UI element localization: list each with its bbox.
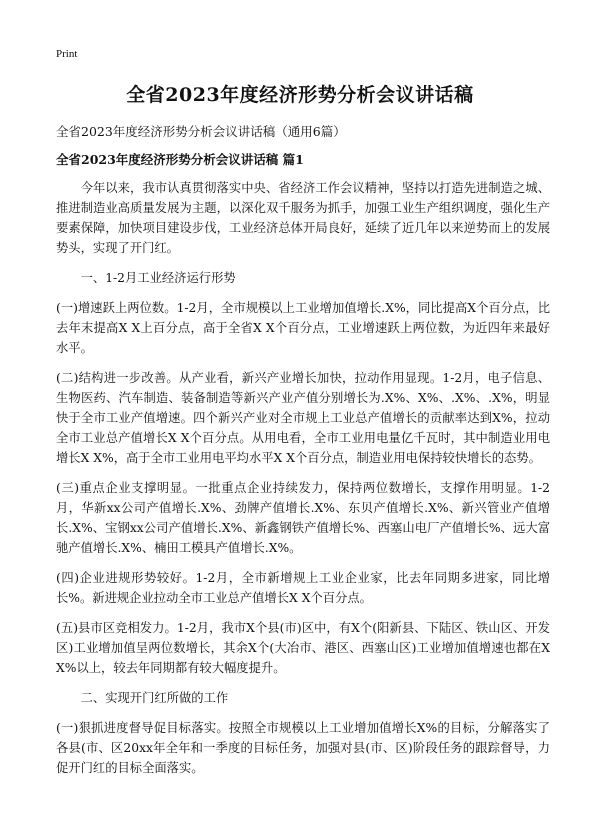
paragraph-intro: 今年以来，我市认真贯彻落实中央、省经济工作会议精神，坚持以打造先进制造之城、推进制造业高质量发展为主题，以深化双千服务为抓手，加强工业生产组织调度，强化生产要素保障，加快项目建设步伐，工业经济总体开局良好，延续了近几年以来逆势而上的发展势头，实现了开门红。 bbox=[56, 181, 550, 255]
section-title: 全省2023年度经济形势分析会议讲话稿 篇1 bbox=[56, 152, 304, 167]
paragraph-6: (一)狠抓进度督导促目标落实。按照全市规模以上工业增加值增长X%的目标，分解落实了各县(市、区20xx年全年和一季度的目标任务，加强对县(市、区)阶段任务的跟踪督导，力促开门红的目标全面落实。 bbox=[56, 721, 550, 775]
paragraph-2: (二)结构进一步改善。从产业看，新兴产业增长加快，拉动作用显现。1-2月，电子信息、生物医药、汽车制造、装备制造等新兴产业产值分别增长为.X%、X%、.X%、.X%，明显快于全市工业产值增速。四个新兴产业对全市规上工业总产值增长的贡献率达到X%，拉动全市工业总产值增长X X个百分点。从用电看，全市工业用电量亿千瓦时，其中制造业用电增长X X%，高于全市工业用电平均水平X X个百分点，制造业用电保持较快增长的态势。 bbox=[56, 371, 550, 465]
paragraph-1: (一)增速跃上两位数。1-2月，全市规模以上工业增加值增长.X%，同比提高X个百分点，比去年末提高X X上百分点，高于全省X X个百分点，工业增速跃上两位数，为近四年来最好水平。 bbox=[56, 301, 550, 355]
document-subtitle: 全省2023年度经济形势分析会议讲话稿（通用6篇） bbox=[56, 124, 346, 139]
paragraph-4: (四)企业进规形势较好。1-2月，全市新增规上工业企业家，比去年同期多进家，同比增长%。新进规企业拉动全市工业总产值增长X X个百分点。 bbox=[56, 571, 550, 605]
print-label[interactable]: Print bbox=[56, 48, 78, 60]
page-title: 全省2023年度经济形势分析会议讲话稿 bbox=[126, 84, 474, 106]
document-body bbox=[56, 178, 550, 788]
heading-section-1: 一、1-2月工业经济运行形势 bbox=[80, 271, 236, 285]
heading-section-2: 二、实现开门红所做的工作 bbox=[80, 691, 229, 705]
paragraph-5: (五)县市区竞相发力。1-2月，我市X个县(市)区中，有X个(阳新县、下陆区、铁山区、开发区)工业增加值呈两位数增长，其余X个(大冶市、港区、西塞山区)工业增加值增速也都在X X%以上，较去年同期都有较大幅度提升。 bbox=[56, 621, 550, 675]
paragraph-3: (三)重点企业支撑明显。一批重点企业持续发力，保持两位数增长，支撑作用明显。1-2月，华新xx公司产值增长.X%、劲牌产值增长.X%、东贝产值增长.X%、新兴管业产值增长.X%、宝钢xx公司产值增长.X%、新鑫钢铁产值增长%、西塞山电厂产值增长%、远大富驰产值增长.X%、楠田工模具产值增长.X%。 bbox=[56, 481, 550, 555]
